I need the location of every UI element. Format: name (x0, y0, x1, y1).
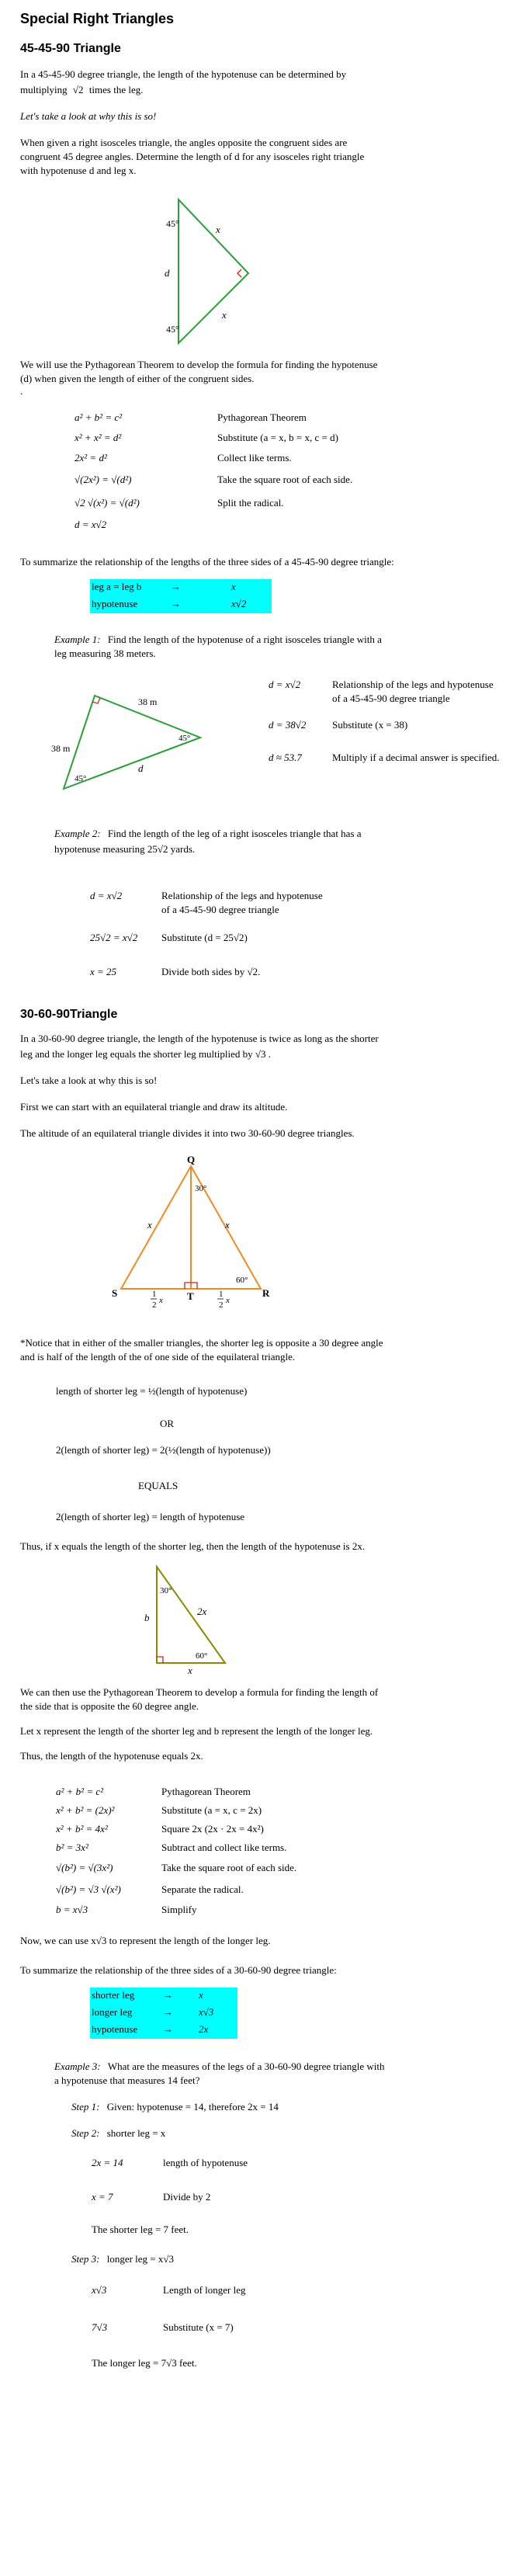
table30-row1-b: x (199, 1989, 203, 2001)
example2-desc-1a: Relationship of the legs and hypotenuse (161, 890, 323, 901)
example1-text1: Find the length of the hypotenuse of a right isosceles triangle with a (107, 634, 382, 645)
example3-step3 (71, 2253, 174, 2265)
example1-desc-1a: Relationship of the legs and hypotenuse (332, 679, 494, 690)
sqrt2-symbol: √2 (72, 84, 84, 95)
step30-desc-4: Subtract and collect like terms. (161, 1842, 287, 1853)
para-longer-leg-line2: the side that is opposite the 60 degree angle. (20, 1700, 199, 1712)
step30-eq-3: x² + b² = 4x² (56, 1823, 108, 1835)
step45-eq-4: √(2x²) = √(d²) (75, 474, 132, 485)
why-line-2: Let's take a look at why this is so! (20, 1074, 158, 1086)
example3-step2 (71, 2127, 165, 2140)
para-30-intro-line1: In a 30-60-90 degree triangle, the length of the hypotenuse is twice as long as the shorter (20, 1033, 379, 1044)
example2-label: Example 2: (54, 828, 101, 839)
step30-eq-2: x² + b² = (2x)² (56, 1804, 115, 1816)
equals-label: EQUALS (138, 1480, 179, 1491)
para-let-x: Let x represent the length of the shorter leg and b represent the length of the longer leg. (20, 1725, 373, 1737)
triangle-30-shape (157, 1567, 225, 1663)
table30-row2-a: longer leg (92, 2006, 133, 2018)
example1-eq-1: d = x√2 (269, 679, 301, 690)
example3-step1 (71, 2101, 279, 2113)
para-use-x-root3: Now, we can use x√3 to represent the length of the longer leg. (20, 1935, 271, 1946)
example3-step1-label: Step 1: (71, 2101, 100, 2113)
formula-hypotenuse: 2(length of shorter leg) = length of hypotenuse (56, 1511, 245, 1522)
example2-eq-3: x = 25 (90, 966, 117, 977)
example1-eq-2: d = 38√2 (269, 719, 307, 731)
triangle-30-short-leg: x (188, 1665, 192, 1676)
step30-desc-3: Square 2x (2x · 2x = 4x²) (161, 1823, 264, 1835)
example1-left-label: 38 m (51, 743, 71, 754)
triangle-30-long-leg: b (144, 1612, 150, 1623)
triangle-30-right-angle-mark (157, 1657, 163, 1663)
example3-text1: What are the measures of the legs of a 30-60-90 degree triangle with (107, 2060, 385, 2072)
para-45-intro-line1: In a 45-45-90 degree triangle, the length of the hypotenuse can be determined by (20, 68, 347, 80)
triangle-45-diagram (155, 196, 279, 351)
example3-step1-text: Given: hypotenuse = 14, therefore 2x = 14 (106, 2101, 279, 2113)
example3-line1 (54, 2060, 384, 2073)
step45-eq-1: a² + b² = c² (75, 411, 123, 423)
para-45-isosceles-line2: congruent 45 degree angles. Determine the length of d for any isosceles right triangle (20, 151, 365, 162)
table45-row1-arrow: → (171, 581, 181, 592)
para-hyp-2x: Thus, the length of the hypotenuse equals 2x. (20, 1750, 203, 1762)
example2-eq-1: d = x√2 (90, 890, 123, 901)
step45-desc-5: Split the radical. (217, 497, 284, 509)
example3-eq-4: 7√3 (92, 2321, 108, 2333)
formula-shorter-leg: length of shorter leg = ½(length of hypotenuse) (56, 1385, 248, 1397)
example3-desc-1: length of hypotenuse (163, 2157, 248, 2168)
table45-row2-a: hypotenuse (92, 598, 138, 609)
example1-line1 (54, 634, 382, 646)
section-heading-45-45-90: 45-45-90 Triangle (20, 42, 121, 55)
why-line-1: Let's take a look at why this is so! (20, 110, 157, 122)
example1-desc-1b: of a 45-45-90 degree triangle (332, 693, 450, 704)
para-45-intro-tail: times the leg. (88, 84, 144, 95)
vertex-Q: Q (187, 1154, 196, 1165)
example3-desc-2: Divide by 2 (163, 2191, 211, 2203)
example2-eq-2: 25√2 = x√2 (90, 932, 138, 943)
step30-eq-4: b² = 3x² (56, 1842, 88, 1853)
formula-doubled: 2(length of shorter leg) = 2(½(length of hypotenuse)) (56, 1444, 271, 1456)
example1-triangle-diagram (23, 674, 210, 798)
tri45-angle-bottom: 45° (166, 324, 179, 335)
vertex-R: R (262, 1287, 270, 1299)
example2-desc-3: Divide both sides by √2. (161, 966, 261, 977)
step45-desc-3: Collect like terms. (217, 452, 292, 463)
step30-desc-6: Separate the radical. (161, 1883, 244, 1895)
table30-row3-b: 2x (199, 2023, 209, 2035)
example3-eq-3: x√3 (92, 2284, 107, 2296)
summary-45: To summarize the relationship of the lengths of the three sides of a 45-45-90 degree triangle: (20, 556, 394, 568)
right-angle-mark (237, 269, 241, 277)
table30-row3-a: hypotenuse (92, 2023, 138, 2035)
example3-longer-result: The longer leg = 7√3 feet. (92, 2357, 197, 2369)
para-45-isosceles-line3: with hypotenuse d and leg x. (20, 165, 137, 176)
example3-step3-text: longer leg = x√3 (106, 2253, 175, 2265)
table30-row1-a: shorter leg (92, 1989, 135, 2001)
example1-hyp-label: d (138, 762, 144, 774)
step30-eq-1: a² + b² = c² (56, 1786, 104, 1797)
table30-row2-arrow: → (163, 2006, 173, 2018)
step45-eq-3: 2x² = d² (75, 452, 107, 463)
table45-row1-a: leg a = leg b (92, 581, 142, 592)
vertex-T: T (187, 1290, 194, 1302)
para-45-intro-line2 (20, 84, 144, 96)
tri45-leg-label-bottom: x (222, 309, 227, 321)
example3-eq-1: 2x = 14 (92, 2157, 123, 2168)
half-right-x: x (226, 1296, 230, 1305)
step45-eq-6: d = x√2 (75, 519, 107, 530)
example3-desc-4: Substitute (x = 7) (163, 2321, 234, 2333)
example2-desc-1b: of a 45-45-90 degree triangle (161, 904, 279, 915)
half-left-num: 1 (152, 1290, 157, 1299)
thus-hypotenuse-2x: Thus, if x equals the length of the shorter leg, then the length of the hypotenuse is 2x. (20, 1540, 366, 1552)
step30-desc-7: Simplify (161, 1904, 197, 1915)
triangle-45-shape (179, 200, 248, 343)
step45-desc-2: Substitute (a = x, b = x, c = d) (217, 432, 338, 443)
step30-eq-7: b = x√3 (56, 1904, 88, 1915)
equilateral-side-right: x (225, 1219, 230, 1231)
example2-text2: hypotenuse measuring 25√2 yards. (54, 843, 196, 855)
vertex-S: S (112, 1287, 118, 1299)
para-pythag-intro-line1: We will use the Pythagorean Theorem to develop the formula for finding the hypotenuse (20, 359, 378, 370)
example1-desc-3: Multiply if a decimal answer is specified. (332, 752, 500, 763)
table30-row1-arrow: → (163, 1989, 173, 2001)
step30-eq-6: √(b²) = √3 √(x²) (56, 1883, 121, 1895)
example1-eq-3: d ≈ 53.7 (269, 752, 302, 763)
example1-text2: leg measuring 38 meters. (54, 647, 156, 659)
or-label: OR (160, 1418, 175, 1429)
example1-desc-2: Substitute (x = 38) (332, 719, 408, 731)
example3-shorter-result: The shorter leg = 7 feet. (92, 2224, 189, 2235)
tri45-leg-label-top: x (216, 224, 220, 235)
example1-label: Example 1: (54, 634, 101, 645)
step30-desc-2: Substitute (a = x, c = 2x) (161, 1804, 262, 1816)
para-30-intro-line2: leg and the longer leg equals the shorter leg multiplied by √3 . (20, 1048, 272, 1060)
step30-desc-5: Take the square root of each side. (161, 1862, 297, 1873)
table30-row3-arrow: → (163, 2023, 173, 2035)
section-heading-30-60-90: 30-60-90Triangle (20, 1008, 118, 1021)
triangle-30-angle-60: 60° (196, 1651, 208, 1661)
example1-angle-bottom: 45° (75, 774, 87, 783)
table45-row1-b: x (231, 581, 236, 592)
equilateral-angle-30: 30° (195, 1184, 207, 1193)
table30-row2-b: x√3 (199, 2006, 214, 2018)
tri45-angle-top: 45° (166, 218, 179, 229)
para-altitude: The altitude of an equilateral triangle divides it into two 30-60-90 degree triangles. (20, 1127, 355, 1139)
notice-line2: and is half of the length of the of one side of the equilateral triangle. (20, 1351, 296, 1363)
step45-eq-5: √2 √(x²) = √(d²) (75, 497, 140, 509)
summary-30: To summarize the relationship of the three sides of a 30-60-90 degree triangle: (20, 1964, 337, 1976)
tri45-hyp-label: d (165, 267, 170, 279)
page-title: Special Right Triangles (20, 11, 175, 26)
example2-desc-2: Substitute (d = 25√2) (161, 932, 248, 943)
half-left-x: x (159, 1296, 163, 1305)
table45-row2-b: x√2 (231, 598, 247, 609)
para-equilateral: First we can start with an equilateral triangle and draw its altitude. (20, 1101, 288, 1113)
example3-eq-2: x = 7 (92, 2191, 113, 2203)
step45-eq-2: x² + x² = d² (75, 432, 122, 443)
para-45-isosceles-line1: When given a right isosceles triangle, the angles opposite the congruent sides are (20, 137, 348, 148)
para-longer-leg-line1: We can then use the Pythagorean Theorem to develop a formula for finding the length of (20, 1686, 379, 1698)
example3-step2-text: shorter leg = x (106, 2127, 166, 2139)
equilateral-side-left: x (147, 1219, 152, 1231)
equilateral-triangle-diagram (109, 1154, 287, 1310)
triangle-30-angle-30: 30° (160, 1586, 172, 1595)
equilateral-angle-60: 60° (236, 1276, 248, 1285)
notice-line1: *Notice that in either of the smaller triangles, the shorter leg is opposite a 30 degree angle (20, 1337, 383, 1349)
para-45-intro-multiplying: multiplying (20, 84, 68, 95)
step45-desc-1: Pythagorean Theorem (217, 411, 307, 423)
stray-period: . (20, 385, 23, 397)
example3-text2: a hypotenuse that measures 14 feet? (54, 2074, 200, 2086)
example3-step2-label: Step 2: (71, 2127, 100, 2139)
half-right-den: 2 (219, 1300, 224, 1310)
example1-top-label: 38 m (138, 696, 158, 707)
step30-eq-5: √(b²) = √(3x²) (56, 1862, 113, 1873)
example3-label: Example 3: (54, 2060, 101, 2072)
example3-desc-3: Length of longer leg (163, 2284, 246, 2296)
half-left-den: 2 (152, 1300, 157, 1310)
example3-step3-label: Step 3: (71, 2253, 100, 2265)
half-right-num: 1 (219, 1290, 224, 1299)
example1-angle-right: 45° (179, 734, 191, 743)
step45-desc-4: Take the square root of each side. (217, 474, 353, 485)
example2-text1: Find the length of the leg of a right isosceles triangle that has a (107, 828, 362, 839)
triangle-30-hypotenuse: 2x (197, 1606, 207, 1617)
example2-line1 (54, 828, 362, 840)
triangle-30-diagram (140, 1561, 248, 1677)
para-pythag-intro-line2: (d) when given the length of either of the congruent sides. (20, 373, 255, 384)
table45-row2-arrow: → (171, 598, 181, 609)
step30-desc-1: Pythagorean Theorem (161, 1786, 251, 1797)
